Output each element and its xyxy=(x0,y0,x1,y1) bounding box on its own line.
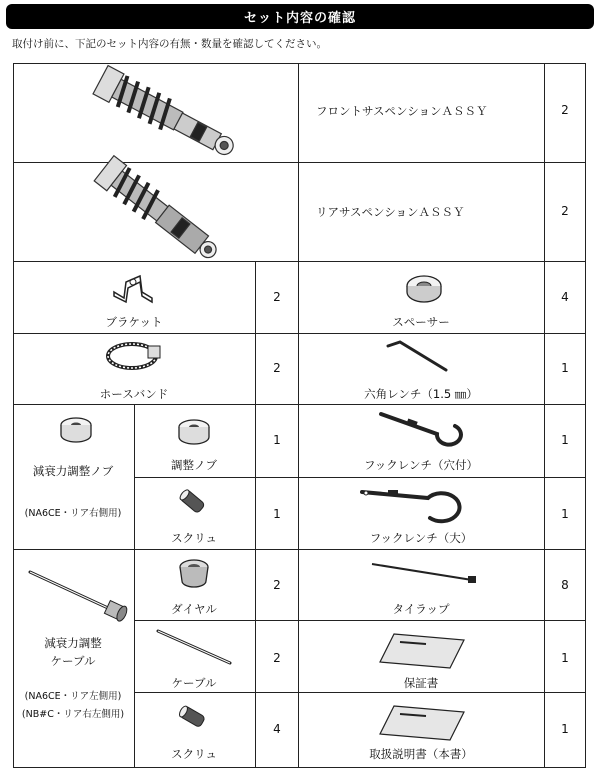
manual-illustration xyxy=(376,702,468,742)
warranty-illustration xyxy=(376,630,468,670)
hook-wrench-large-qty: 1 xyxy=(561,507,569,521)
bracket-label: ブラケット xyxy=(105,315,163,329)
adjust-knob-label: 調整ノブ xyxy=(171,458,217,472)
damping-cable-label-line1: 減衰力調整 xyxy=(44,636,102,650)
hook-wrench-hole-label: フックレンチ（穴付） xyxy=(364,458,478,472)
section-title: セット内容の確認 xyxy=(243,11,356,26)
front-suspension-illustration xyxy=(80,68,250,160)
damping-knob-group-label: 減衰力調整ノブ xyxy=(32,464,114,478)
front-suspension-label: フロントサスペンションＡＳＳＹ xyxy=(316,104,488,118)
screw-1-label: スクリュ xyxy=(171,531,217,545)
rear-suspension-label: リアサスペンションＡＳＳＹ xyxy=(316,205,465,219)
tie-wrap-label: タイラップ xyxy=(392,602,450,616)
damping-cable-note-line2: (NB#C・リア右左側用) xyxy=(21,709,125,720)
damping-knob-group-note: (NA6CE・リア右側用) xyxy=(24,508,122,519)
hook-wrench-hole-illustration xyxy=(377,410,467,450)
rear-suspension-illustration xyxy=(85,166,235,258)
adjust-knob-qty: 1 xyxy=(273,433,281,447)
rear-suspension-qty: 2 xyxy=(561,204,569,218)
damping-cable-note-line1: (NA6CE・リア左側用) xyxy=(24,691,122,702)
manual-label: 取扱説明書（本書） xyxy=(369,747,473,761)
spacer-qty: 4 xyxy=(561,290,569,304)
bracket-illustration xyxy=(112,268,154,304)
tie-wrap-illustration xyxy=(368,560,480,586)
spacer-illustration xyxy=(404,272,444,304)
manual-qty: 1 xyxy=(561,722,569,736)
spacer-label: スペーサー xyxy=(392,315,450,329)
warranty-label: 保証書 xyxy=(403,676,439,690)
damping-cable-illustration xyxy=(24,566,134,622)
adjust-knob-illustration xyxy=(176,417,212,447)
damping-cable-label-line2: ケーブル xyxy=(50,654,96,668)
hex-wrench-label: 六角レンチ（1.5 ㎜） xyxy=(364,387,478,401)
warranty-qty: 1 xyxy=(561,651,569,665)
dial-label: ダイヤル xyxy=(171,602,217,616)
hook-wrench-hole-qty: 1 xyxy=(561,433,569,447)
bracket-qty: 2 xyxy=(273,290,281,304)
hook-wrench-large-illustration xyxy=(358,486,458,524)
damping-knob-illustration xyxy=(58,415,94,445)
hex-wrench-illustration xyxy=(384,340,454,376)
intro-text: 取付け前に、下記のセット内容の有無・数量を確認してください。 xyxy=(12,38,327,50)
screw-2-qty: 4 xyxy=(273,722,281,736)
hose-band-illustration xyxy=(104,336,164,372)
dial-illustration xyxy=(176,557,212,591)
cable-qty: 2 xyxy=(273,651,281,665)
screw-2-label: スクリュ xyxy=(171,747,217,761)
hex-wrench-qty: 1 xyxy=(561,361,569,375)
cable-illustration xyxy=(152,625,242,669)
tie-wrap-qty: 8 xyxy=(561,578,569,592)
screw-2-illustration xyxy=(176,702,210,732)
hose-band-label: ホースバンド xyxy=(99,387,169,401)
screw-1-qty: 1 xyxy=(273,507,281,521)
screw-1-illustration xyxy=(176,487,210,517)
cable-label: ケーブル xyxy=(171,676,217,690)
hook-wrench-large-label: フックレンチ（大） xyxy=(369,531,473,545)
front-suspension-qty: 2 xyxy=(561,103,569,117)
hose-band-qty: 2 xyxy=(273,361,281,375)
dial-qty: 2 xyxy=(273,578,281,592)
